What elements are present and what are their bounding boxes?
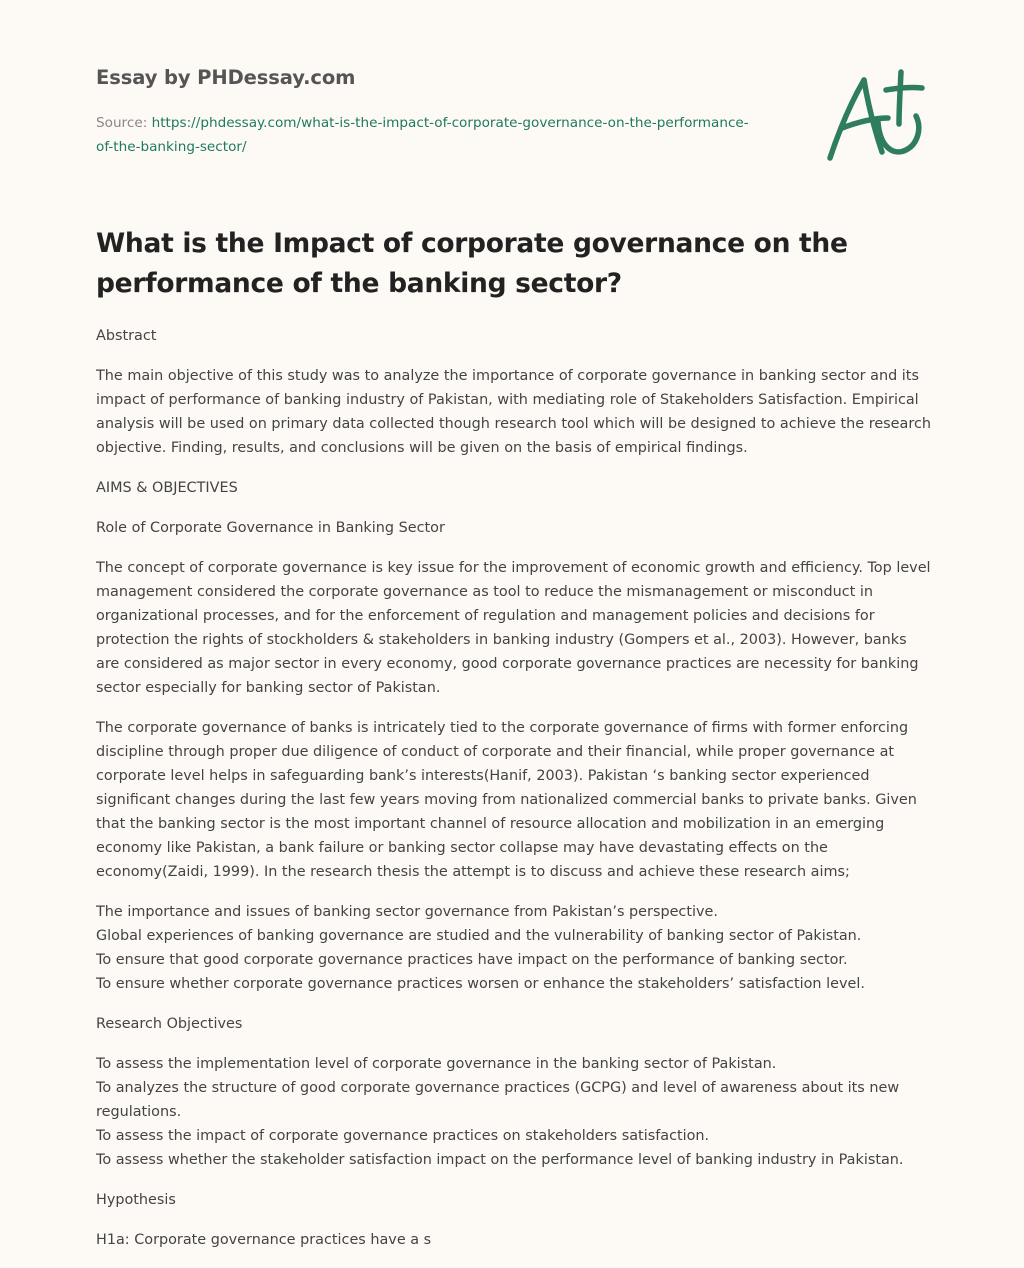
research-list-item: To analyzes the structure of good corporate governance practices (GCPG) and level of awareness about its new regulations. bbox=[96, 1080, 900, 1120]
logo-plus-vertical bbox=[899, 72, 901, 124]
source-label: Source: bbox=[96, 115, 152, 131]
abstract-heading: Abstract bbox=[96, 328, 157, 344]
hypothesis-heading: Hypothesis bbox=[96, 1192, 176, 1208]
research-list-item: To assess the impact of corporate governance practices on stakeholders satisfaction. bbox=[96, 1128, 710, 1144]
essay-title: What is the Impact of corporate governance on the performance of the banking sector? bbox=[96, 228, 848, 299]
source-link[interactable]: https://phdessay.com/what-is-the-impact-of-corporate-governance-on-the-performance-of-the-banking-sector/ bbox=[96, 115, 749, 155]
a-plus-logo-icon bbox=[818, 66, 930, 168]
research-objectives-heading: Research Objectives bbox=[96, 1016, 243, 1032]
body-paragraph-2: The corporate governance of banks is intricately tied to the corporate governance of firms with former enforcing discipline through proper due diligence of conduct of corporate and their financial, while proper governance at corporate level helps in safeguarding bank’s interests(Hanif, 2003). Pakistan ‘s banking sector experienced significant changes during the last few years moving from nationalized commercial banks to private banks. Given that the banking sector is the most important channel of resource allocation and mobilization in an emerging economy like Pakistan, a bank failure or banking sector collapse may have devastating effects on the economy(Zaidi, 1999). In the research thesis the attempt is to discuss and achieve these research aims; bbox=[96, 720, 917, 880]
research-list-item: To assess the implementation level of corporate governance in the banking sector of Pakistan. bbox=[96, 1056, 777, 1072]
source-line bbox=[96, 111, 756, 159]
logo-a-left-stroke bbox=[830, 80, 864, 158]
body-paragraph-1: The concept of corporate governance is key issue for the improvement of economic growth and efficiency. Top level management considered the corporate governance as tool to reduce the mismanagement or misconduct in organizational processes, and for the enforcement of regulation and management policies and decisions for protection the rights of stockholders & stakeholders in banking industry (Gompers et al., 2003). However, banks are considered as major sector in every economy, good corporate governance practices are necessity for banking sector especially for banking sector of Pakistan. bbox=[96, 560, 931, 696]
aims-list-item: Global experiences of banking governance are studied and the vulnerability of banking sector of Pakistan. bbox=[96, 928, 862, 944]
logo-plus-horizontal bbox=[886, 88, 922, 90]
aims-heading: AIMS & OBJECTIVES bbox=[96, 480, 238, 496]
aims-list bbox=[96, 900, 932, 996]
abstract-paragraph: The main objective of this study was to analyze the importance of corporate governance in banking sector and its impact of performance of banking industry of Pakistan, with mediating role of Stakeholders Satisfaction. Empirical analysis will be used on primary data collected though research tool which will be designed to achieve the research objective. Finding, results, and conclusions will be given on the basis of empirical findings. bbox=[96, 368, 931, 456]
aims-list-item: The importance and issues of banking sector governance from Pakistan’s perspective. bbox=[96, 904, 718, 920]
aims-list-item: To ensure whether corporate governance practices worsen or enhance the stakeholders’ satisfaction level. bbox=[96, 976, 865, 992]
hypothesis-text: H1a: Corporate governance practices have a s bbox=[96, 1232, 432, 1248]
essay-body bbox=[96, 324, 932, 1268]
aims-list-item: To ensure that good corporate governance practices have impact on the performance of banking sector. bbox=[96, 952, 848, 968]
brand-title: Essay by PHDessay.com bbox=[96, 66, 356, 89]
research-objectives-list bbox=[96, 1052, 932, 1172]
role-heading: Role of Corporate Governance in Banking Sector bbox=[96, 520, 445, 536]
research-list-item: To assess whether the stakeholder satisfaction impact on the performance level of banking industry in Pakistan. bbox=[96, 1152, 904, 1168]
